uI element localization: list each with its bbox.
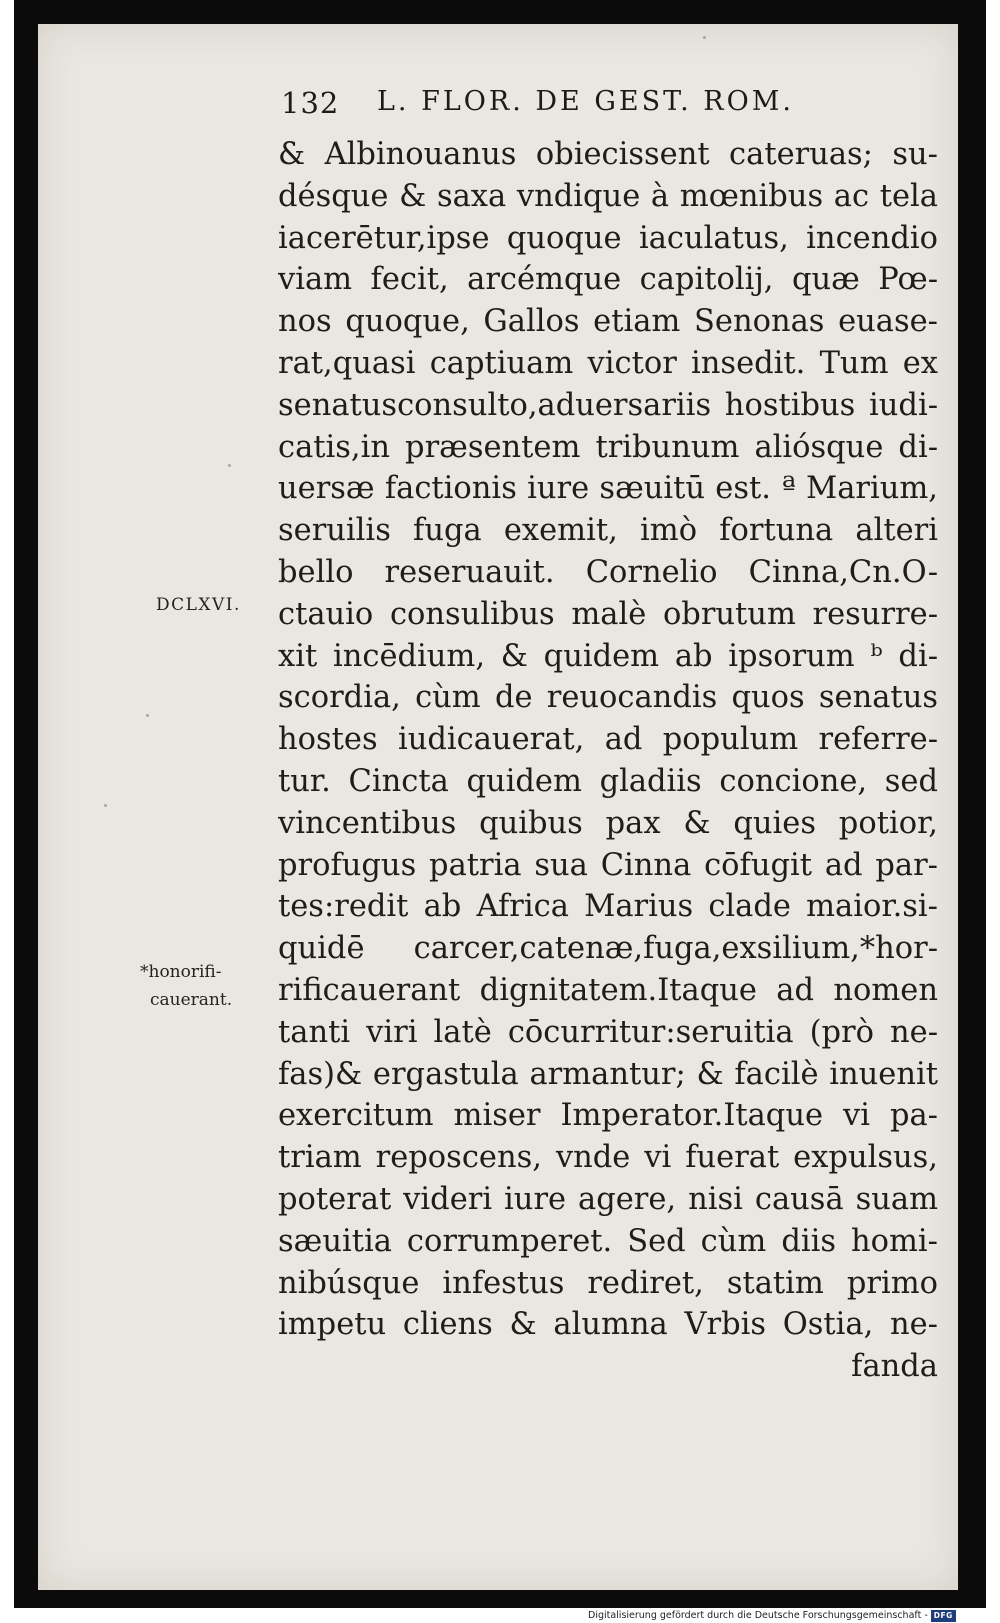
body-text [278,134,938,1388]
text-line: xit incēdium, & quidem ab ipsorum ᵇ di- [278,638,938,674]
credit-text: Digitalisierung gefördert durch die Deutsche Forschungsgemeinschaft - [588,1610,928,1621]
text-line: nos quoque, Gallos etiam Senonas euase- [278,304,938,340]
text-line: exercitum miser Imperator.Itaque vi pa- [278,1098,938,1134]
text-line: sæuitia corrumperet. Sed cùm diis homi- [278,1223,938,1259]
text-line: poterat videri iure agere, nisi causā suam [278,1181,938,1217]
paper-speck [146,714,149,717]
text-line: rat,quasi captiuam victor insedit. Tum ex [278,345,938,381]
book-page [38,24,958,1590]
text-line: fas)& ergastula armantur; & facilè inuenit [278,1056,938,1092]
dfg-logo: DFG [931,1610,956,1622]
text-line: profugus patria sua Cinna cōfugit ad par- [278,847,938,883]
margin-gloss-line: cauerant. [150,990,233,1010]
text-line: viam fecit, arcémque capitolij, quæ Pœ- [278,262,938,298]
text-line: seruilis fuga exemit, imò fortuna alteri [278,513,938,549]
text-line: hostes iudicauerat, ad populum referre- [278,722,938,758]
paper-speck [228,464,231,467]
text-line: impetu cliens & alumna Vrbis Ostia, ne- [278,1307,938,1343]
text-line: triam reposcens, vnde vi fuerat expulsus, [278,1140,938,1176]
text-line: senatusconsulto,aduersariis hostibus iudi- [278,387,938,423]
running-title: L. FLOR. DE GEST. ROM. [377,86,794,117]
text-line: quidē carcer,catenæ,fuga,exsilium,*hor- [278,931,938,967]
text-line: fanda [851,1349,938,1385]
text-line: bello reseruauit. Cornelio Cinna,Cn.O- [278,554,938,590]
page-number: 132 [281,86,340,120]
text-line: vincentibus quibus pax & quies potior, [278,805,938,841]
paper-speck [703,36,706,39]
text-line: catis,in præsentem tribunum aliósque di- [278,429,938,465]
text-line: uersæ factionis iure sæuitū est. ª Marium, [278,471,938,507]
margin-gloss-note [140,958,272,1014]
running-head [281,86,901,128]
text-line: tanti viri latè cōcurritur:seruitia (prò ne- [278,1014,938,1050]
text-line: scordia, cùm de reuocandis quos senatus [278,680,938,716]
text-line: désque & saxa vndique à mœnibus ac tela [278,178,938,214]
text-line: iacerētur,ipse quoque iaculatus, incendio [278,220,938,256]
digitization-credit [588,1609,956,1622]
text-line: tes:redit ab Africa Marius clade maior.si- [278,889,938,925]
text-line: nibúsque infestus rediret, statim primo [278,1265,938,1301]
text-line: tur. Cincta quidem gladiis concione, sed [278,763,938,799]
margin-gloss-line: *honorifi- [140,962,222,982]
text-line: rificauerant dignitatem.Itaque ad nomen [278,972,938,1008]
margin-year-note: DCLXVI. [156,595,241,615]
paper-speck [104,804,107,807]
text-line: & Albinouanus obiecissent cateruas; su- [278,137,938,172]
text-line: ctauio consulibus malè obrutum resurre- [278,596,938,632]
